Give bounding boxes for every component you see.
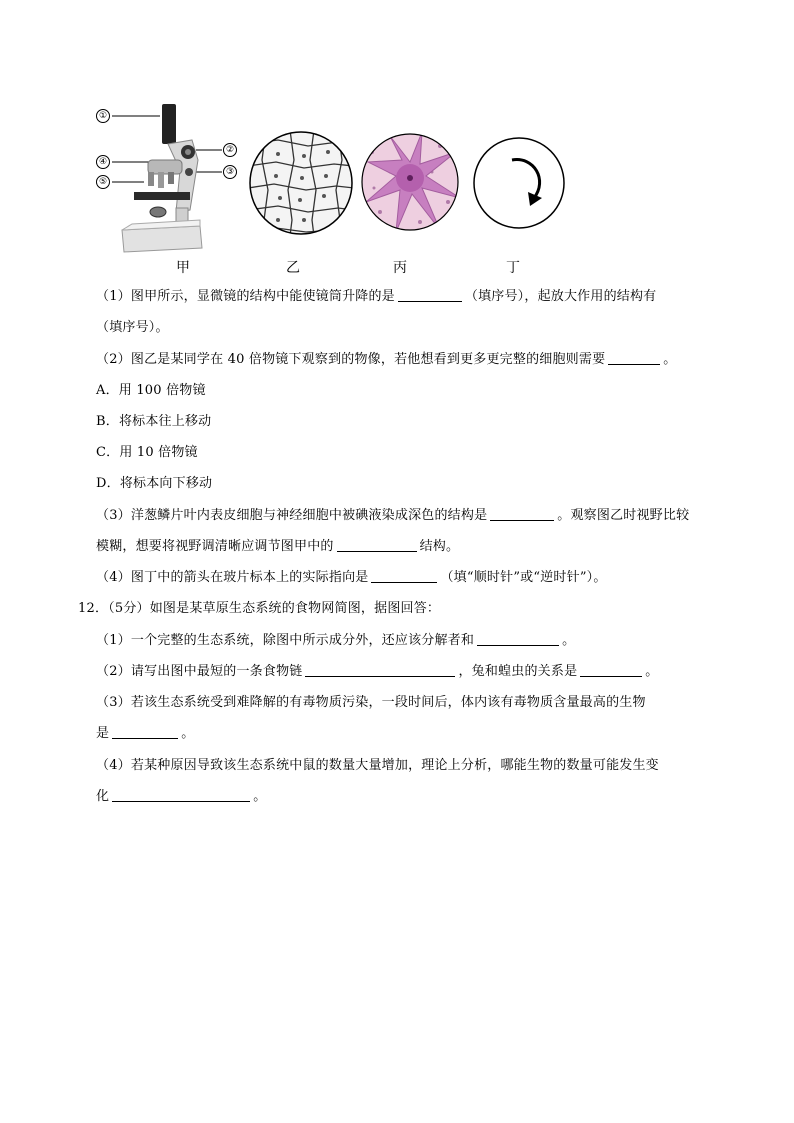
onion-cells-figure bbox=[248, 130, 354, 240]
q11-part1-line1 bbox=[96, 288, 656, 306]
q11-option-b: B．将标本往上移动 bbox=[96, 414, 212, 429]
q11-p1-text-c: （填序号）。 bbox=[96, 320, 169, 335]
callout-2: ② bbox=[223, 143, 237, 157]
caption-yi: 乙 bbox=[286, 260, 300, 276]
q12-part3-line1 bbox=[96, 694, 646, 712]
answer-blank[interactable] bbox=[371, 569, 437, 583]
caption-jia: 甲 bbox=[176, 260, 190, 276]
q11-part3-line2 bbox=[96, 538, 459, 556]
q11-p3-text-d: 结构。 bbox=[419, 539, 460, 554]
q11-p2-text: （2）图乙是某同学在 40 倍物镜下观察到的物像，若他想看到更多更完整的细胞则需要 bbox=[96, 352, 606, 367]
q11-p1-text-a: （1）图甲所示，显微镜的结构中能使镜筒升降的是 bbox=[96, 289, 395, 304]
q11-p3-text-a: （3）洋葱鳞片叶内表皮细胞与神经细胞中被碘液染成深色的结构是 bbox=[96, 508, 488, 523]
arrow-figure bbox=[472, 136, 566, 234]
caption-bing: 丙 bbox=[393, 260, 407, 276]
q12-p4-text-a: （4）若某种原因导致该生态系统中鼠的数量大量增加，理论上分析，哪能生物的数量可能发生变 bbox=[96, 758, 659, 773]
answer-blank[interactable] bbox=[608, 351, 660, 365]
q12-heading: 12．（5分）如图是某草原生态系统的食物网简图，据图回答： bbox=[78, 601, 441, 616]
onion-cell-icon bbox=[248, 130, 354, 236]
q12-part4-line1 bbox=[96, 757, 659, 775]
answer-blank[interactable] bbox=[398, 288, 462, 302]
answer-blank[interactable] bbox=[112, 725, 178, 739]
q11-p4-text-a: （4）图丁中的箭头在玻片标本上的实际指向是 bbox=[96, 570, 369, 585]
q12-p2-text-b: ，兔和蝗虫的关系是 bbox=[458, 664, 578, 679]
q12-p2-text-c: 。 bbox=[645, 664, 659, 679]
answer-blank[interactable] bbox=[490, 507, 554, 521]
q11-part2 bbox=[96, 351, 676, 369]
q11-option-a: A．用 100 倍物镜 bbox=[96, 383, 206, 398]
callout-1: ① bbox=[96, 109, 110, 123]
microscope-figure bbox=[92, 100, 242, 255]
q11-p3-text-b: 。观察图乙时视野比较 bbox=[557, 508, 690, 523]
q11-part3-line1 bbox=[96, 507, 689, 525]
answer-blank[interactable] bbox=[580, 663, 642, 677]
callout-3: ③ bbox=[223, 165, 237, 179]
microscope-icon bbox=[92, 100, 242, 255]
callout-5: ⑤ bbox=[96, 175, 110, 189]
answer-blank[interactable] bbox=[112, 788, 250, 802]
q12-p3-text-a: （3）若该生态系统受到难降解的有毒物质污染，一段时间后，体内该有毒物质含量最高的生物 bbox=[96, 695, 646, 710]
q12-p1-text-b: 。 bbox=[562, 633, 576, 648]
neuron-icon bbox=[360, 132, 460, 232]
q12-p1-text-a: （1）一个完整的生态系统，除图中所示成分外，还应该分解者和 bbox=[96, 633, 475, 648]
q11-part1-line2 bbox=[96, 319, 169, 337]
neuron-figure bbox=[360, 132, 460, 236]
q12-p4-text-b: 化 bbox=[96, 789, 110, 804]
q11-p4-text-b: （填“顺时针”或“逆时针”）。 bbox=[440, 570, 607, 585]
q12-part1 bbox=[96, 632, 575, 650]
callout-4: ④ bbox=[96, 155, 110, 169]
q12-part4-line2 bbox=[96, 788, 266, 806]
q12-p3-text-c: 。 bbox=[181, 726, 195, 741]
q11-p1-text-b: （填序号），起放大作用的结构有 bbox=[464, 289, 657, 304]
q12-part3-line2 bbox=[96, 725, 194, 743]
q12-p2-text-a: （2）请写出图中最短的一条食物链 bbox=[96, 664, 303, 679]
q12-part2 bbox=[96, 663, 659, 681]
caption-ding: 丁 bbox=[506, 260, 520, 276]
q11-option-d: D．将标本向下移动 bbox=[96, 476, 213, 491]
answer-blank[interactable] bbox=[337, 538, 417, 552]
answer-blank[interactable] bbox=[305, 663, 455, 677]
clockwise-arrow-icon bbox=[472, 136, 566, 230]
answer-blank[interactable] bbox=[477, 632, 559, 646]
q11-p2-end: 。 bbox=[663, 352, 677, 367]
q11-p3-text-c: 模糊，想要将视野调清晰应调节图甲中的 bbox=[96, 539, 334, 554]
q11-option-c: C．用 10 倍物镜 bbox=[96, 445, 198, 460]
q12-p3-text-b: 是 bbox=[96, 726, 110, 741]
q12-p4-text-c: 。 bbox=[253, 789, 267, 804]
q11-part4 bbox=[96, 569, 607, 587]
